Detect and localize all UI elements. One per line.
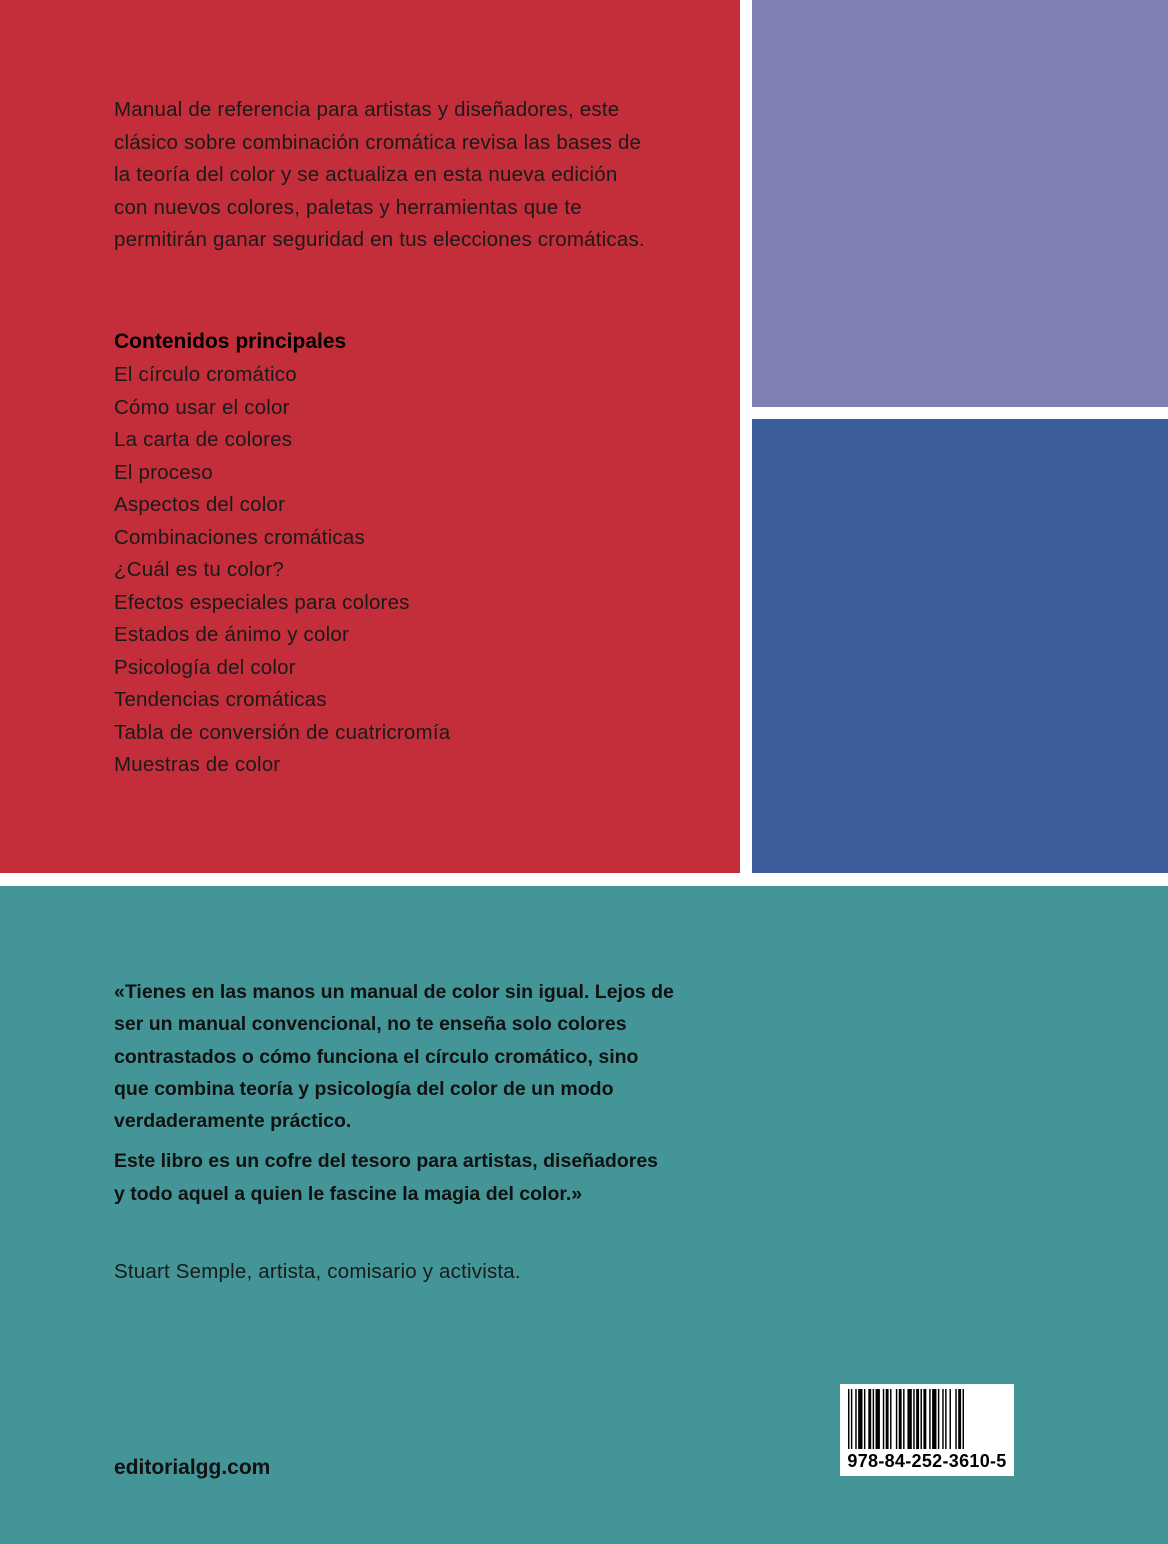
barcode-icon [848, 1389, 1006, 1449]
quote-paragraph-1: «Tienes en las manos un manual de color sin igual. Lejos de ser un manual convencional, no te enseña solo colores contrastados o cómo funciona el círculo cromático, sino que combina teoría y psicología del color de un modo verdaderamente práctico. [114, 981, 674, 1133]
list-item: ¿Cuál es tu color? [114, 558, 284, 581]
contents-title: Contenidos principales [114, 330, 347, 353]
lavender-panel [752, 0, 1168, 407]
list-item: El proceso [114, 460, 213, 484]
list-item: Aspectos del color [114, 493, 286, 516]
isbn-number: 978-84-252-3610-5 [847, 1451, 1007, 1471]
publisher-website[interactable]: editorialgg.com [114, 1456, 271, 1479]
barcode [840, 1384, 1014, 1476]
quote-paragraph-2: Este libro es un cofre del tesoro para artistas, diseñadores y todo aquel a quien le fascine la magia del color.» [114, 1150, 659, 1205]
list-item: Tendencias cromáticas [114, 688, 327, 711]
list-item: Tabla de conversión de cuatricromía [114, 720, 451, 744]
list-item: El círculo cromático [114, 363, 297, 386]
quote [114, 976, 674, 1210]
list-item: Psicología del color [114, 655, 296, 679]
contents-list [114, 359, 450, 782]
list-item: Muestras de color [114, 753, 281, 776]
quote-attribution: Stuart Semple, artista, comisario y activista. [114, 1260, 521, 1283]
list-item: Estados de ánimo y color [114, 623, 349, 646]
red-panel [0, 0, 740, 873]
list-item: Cómo usar el color [114, 395, 290, 419]
list-item: Combinaciones cromáticas [114, 525, 365, 549]
list-item: Efectos especiales para colores [114, 590, 410, 614]
blue-panel [752, 419, 1168, 873]
list-item: La carta de colores [114, 428, 293, 451]
intro-text: Manual de referencia para artistas y diseñadores, este clásico sobre combinación cromática revisa las bases de la teoría del color y se actualiza en esta nueva edición con nuevos colores, paletas y herramientas que te permitirán ganar seguridad en tus elecciones cromáticas. [114, 98, 645, 252]
